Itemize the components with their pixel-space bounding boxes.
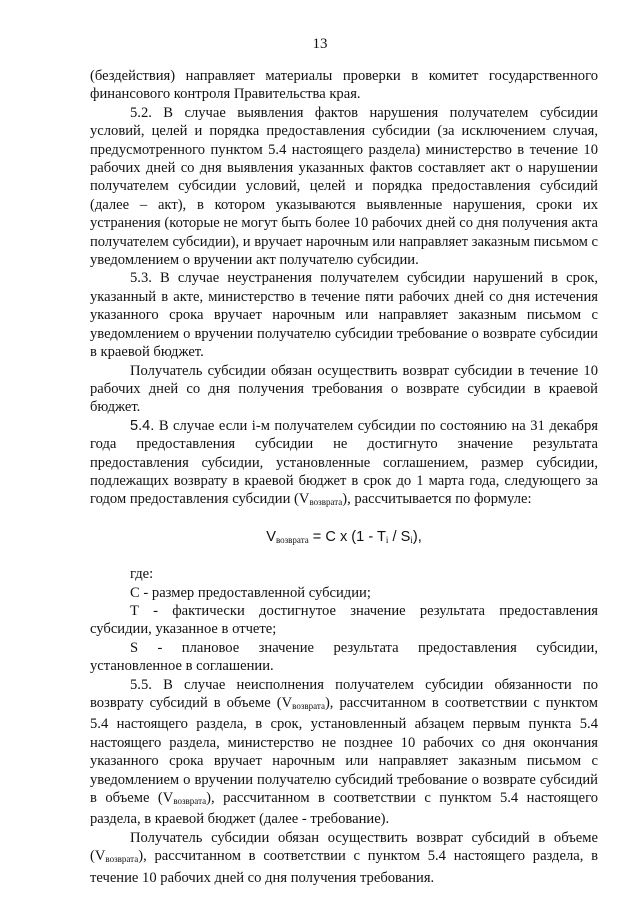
definition-t: Т - фактически достигнутое значение результата предоставления субсидии, указанное в отчете;	[90, 602, 598, 638]
where-label: где:	[130, 566, 154, 583]
paragraph-return-obligation: Получатель субсидии обязан осуществить возврат субсидии в течение 10 рабочих дней со дня получения требования о возврате субсидии в краевой бюджет.	[90, 362, 598, 416]
v-subscript: возврата	[309, 497, 343, 508]
formula-end: ),	[412, 528, 422, 545]
v-subscript: возврата	[105, 854, 139, 865]
paragraph-5-5	[90, 676, 598, 829]
paragraph-5-5-part-a: 5.5. В случае неисполнения получателем субсидии обязанности по возврату субсидий в объеме (V	[90, 676, 598, 711]
formula-body: = C x (1 - T	[308, 528, 386, 545]
paragraph-5-4	[90, 417, 598, 512]
return-formula	[90, 528, 598, 549]
formula-t-subscript: i	[385, 534, 389, 545]
document-body	[90, 67, 598, 887]
formula-v: V	[266, 528, 276, 545]
paragraph-final-part-a: Получатель субсидии обязан осуществить возврат субсидий в объеме (V	[90, 829, 598, 865]
paragraph-final-part-b: ), рассчитанном в соответствии с пунктом 5.4 настоящего раздела, в течение 10 рабочих дней со дня получения требования.	[90, 848, 598, 886]
v-subscript: возврата	[173, 796, 207, 807]
formula-v-subscript: возврата	[275, 534, 309, 545]
paragraph-5-2: 5.2. В случае выявления фактов нарушения получателем субсидии условий, целей и порядка предоставления субсидии (за исключением случая, предусмотренного пунктом 5.4 настоящего раздела) министерство в течение 10 рабочих дней со дня выявления указанных фактов составляет акт о нарушении получателем субсидии условий, целей и порядка предоставления субсидий (далее – акт), в котором указываются выявленные нарушения, сроки их устранения (которые не могут быть более 10 рабочих дней со дня получения акта получателем субсидии), и вручает нарочным или направляет заказным письмом с уведомлением о вручении акт получателю субсидии.	[90, 104, 598, 269]
paragraph-5-5-part-b: ), рассчитанном в соответствии с пунктом 5.4 настоящего раздела, в срок, установленный абзацем первым пункта 5.4 настоящего раздела, министерство не позднее 10 рабочих со дня окончания указанного срока вручает нарочным или направляет заказным письмом с уведомлением о вручении получателю субсидий требование о возврате субсидий в объеме (V	[90, 695, 598, 807]
formula-mid: / S	[388, 528, 411, 545]
page-number: 13	[312, 36, 328, 52]
paragraph-5-4-number: 5.4.	[130, 417, 155, 434]
paragraph-final	[90, 829, 598, 887]
paragraph-5-4-text: В случае если i-м получателем субсидии по состоянию на 31 декабря года предоставления субсидии не достигнуто значение результата предоставления субсидии, установленные соглашением, размер субсидии, подлежащих возврату в краевой бюджет в срок до 1 марта года, следующего за годом предоставления субсидии (V	[90, 417, 598, 508]
definition-c: С - размер предоставленной субсидии;	[130, 584, 371, 601]
v-subscript: возврата	[292, 701, 325, 711]
paragraph-5-3: 5.3. В случае неустранения получателем субсидии нарушений в срок, указанный в акте, министерство в течение пяти рабочих дней со дня истечения указанного срока вручает нарочным или направляет заказным письмом с уведомлением о вручении получателю субсидии требование о возврате субсидии в краевой бюджет.	[90, 270, 598, 361]
paragraph-5-5-part-c: ), рассчитанном в соответствии с пунктом 5.4 настоящего раздела, в краевой бюджет (далее - требование).	[90, 790, 598, 828]
definition-s: S - плановое значение результата предоставления субсидии, установленное в соглашении.	[90, 639, 598, 675]
paragraph-5-4-tail: ), рассчитывается по формуле:	[342, 491, 532, 508]
paragraph-continuation: (бездействия) направляет материалы проверки в комитет государственного финансового контроля Правительства края.	[90, 68, 598, 103]
formula-s-subscript: i	[410, 534, 413, 545]
